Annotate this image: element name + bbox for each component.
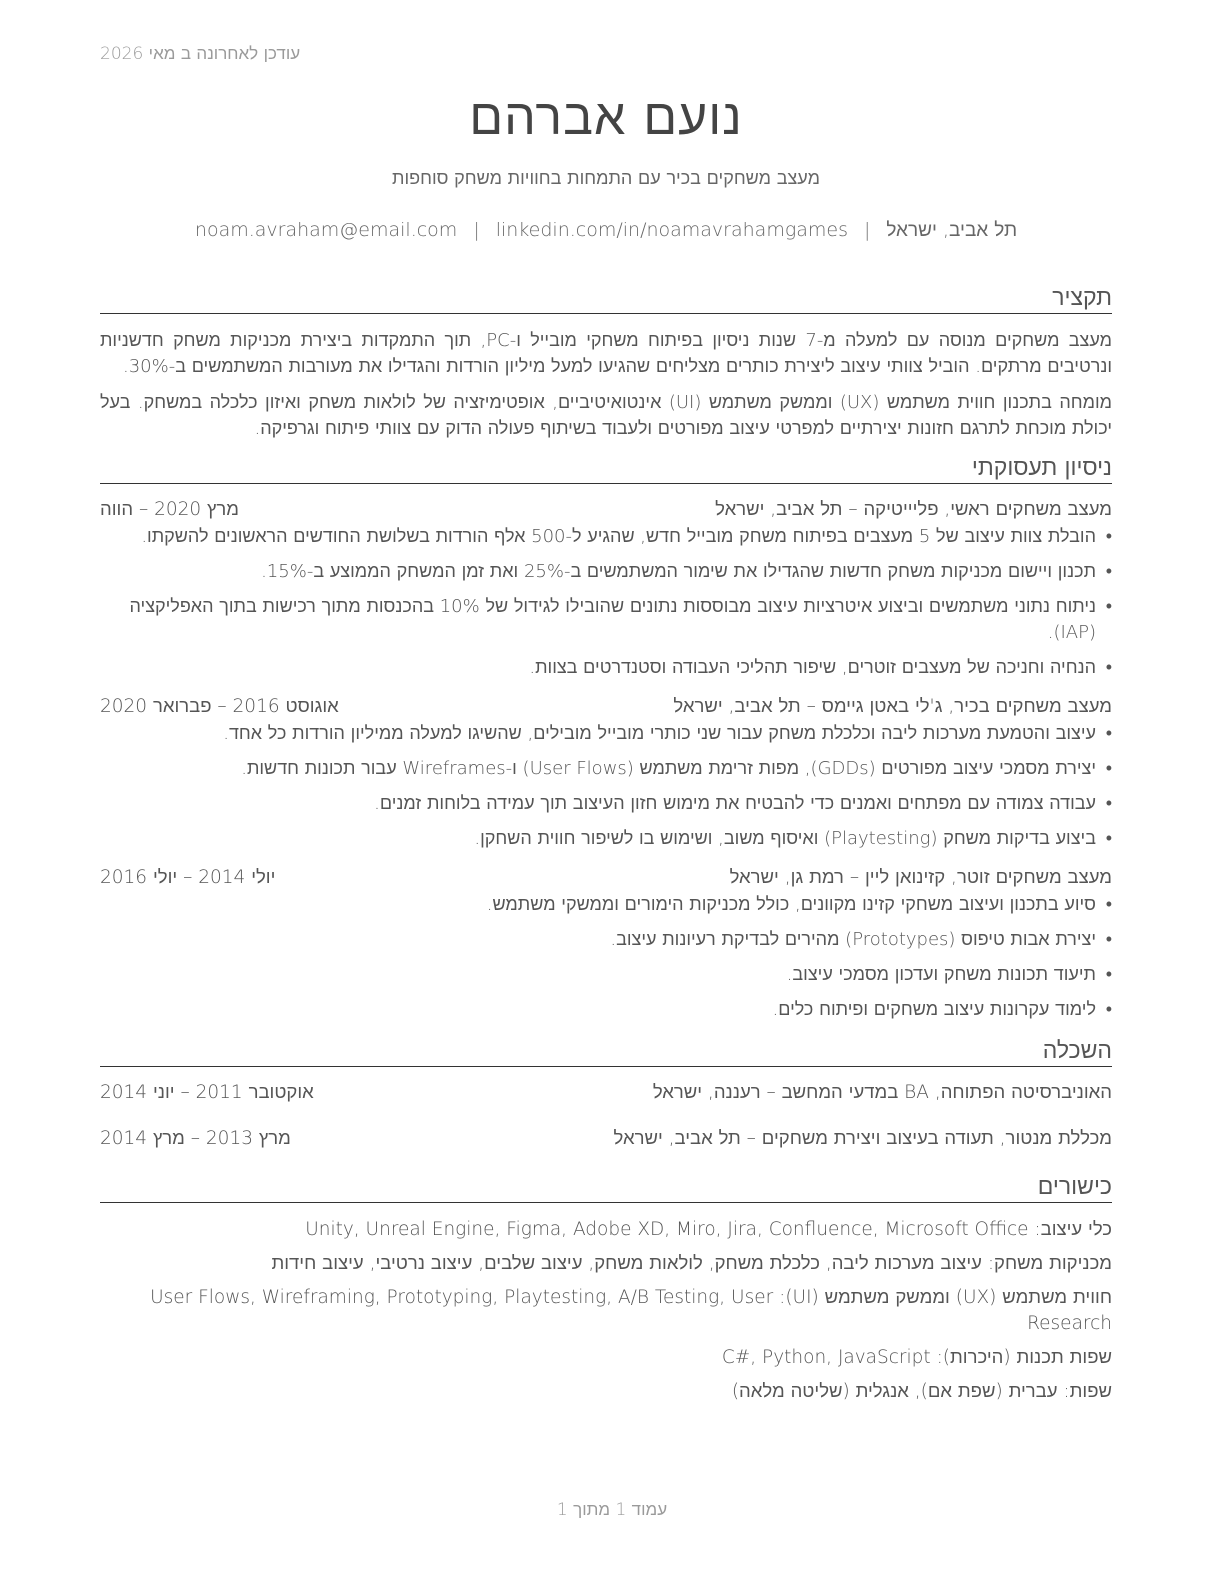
experience-heading: ניסיון תעסוקתי: [100, 454, 1112, 484]
email-link[interactable]: noam.avraham@email.com: [194, 219, 458, 241]
job-bullet: • עיצוב והטמעת מערכות ליבה וכלכלת משחק עבור שני כותרי מובייל מובילים, שהשיגו למעלה ממיליון הורדות כל אחד.: [100, 721, 1112, 747]
education-entry: [100, 1127, 1112, 1149]
job-entry: [100, 695, 1112, 852]
job-bullet: • הובלת צוות עיצוב של 5 מעצבים בפיתוח משחק מובייל חדש, שהגיע ל-500 אלף הורדות בשלושת החודשים הראשונים להשקתו.: [100, 524, 1112, 550]
location: תל אביב, ישראל: [886, 219, 1018, 241]
job-bullet: • סיוע בתכנון ועיצוב משחקי קזינו מקוונים, כולל מכניקות הימורים וממשקי משתמש.: [100, 892, 1112, 918]
skills-line: מכניקות משחק: עיצוב מערכות ליבה, כלכלת משחק, לולאות משחק, עיצוב שלבים, עיצוב נרטיבי, עיצוב חידות: [271, 1253, 1112, 1274]
education-entry: [100, 1081, 1112, 1103]
resume-content: [100, 272, 1112, 1413]
job-date: מרץ 2020 – הווה: [100, 499, 239, 520]
education-date: מרץ 2013 – מרץ 2014: [100, 1128, 291, 1149]
job-bullets: [100, 721, 1112, 852]
skills-line: חווית משתמש (UX) וממשק משתמש (UI): User Flows, Wireframing, Prototyping, Playtesting, A/B Testing, User Research: [150, 1287, 1112, 1334]
job-bullet: • ניתוח נתוני משתמשים וביצוע איטרציות עיצוב מבוססות נתונים שהובילו לגידול של 10% בהכנסות מתוך רכישות בתוך האפליקציה (IAP).: [100, 594, 1112, 646]
job-bullets: [100, 524, 1112, 681]
skills-line: שפות תכנות (היכרות): C#, Python, JavaScript: [721, 1347, 1112, 1368]
job-bullet: • עבודה צמודה עם מפתחים ואמנים כדי להבטיח את מימוש חזון העיצוב תוך עמידה בלוחות זמנים.: [100, 791, 1112, 817]
resume-header: [100, 88, 1112, 242]
education-date: אוקטובר 2011 – יוני 2014: [100, 1082, 314, 1103]
job-date: אוגוסט 2016 – פברואר 2020: [100, 696, 339, 717]
linkedin-link[interactable]: linkedin.com/in/noamavrahamgames: [495, 219, 848, 241]
job-date: יולי 2014 – יולי 2016: [100, 867, 276, 888]
job-role: מעצב משחקים זוטר, קזינואן ליין – רמת גן, ישראל: [729, 867, 1112, 888]
contact-line: [100, 219, 1112, 242]
job-bullet: • תיעוד תכונות משחק ועדכון מסמכי עיצוב.: [100, 962, 1112, 988]
contact-separator: |: [863, 219, 871, 241]
page-number: עמוד 1 מתוך 1: [556, 1500, 668, 1520]
skills-section: [100, 1217, 1112, 1405]
summary-heading: תקציר: [100, 284, 1112, 314]
last-updated-note: עודכן לאחרונה ב מאי 2026: [100, 44, 301, 64]
summary-paragraph-1: מעצב משחקים מנוסה עם למעלה מ-7 שנות ניסיון בפיתוח משחקי מובייל ו-PC, תוך התמקדות ביצירת מכניקות משחק חדשניות ונרטיבים מרתקים. הוביל צוותי עיצוב ליצירת כותרים מצליחים שהגיעו למעל מיליון הורדות והגדילו את מעורבות המשתמשים ב-30%.: [100, 330, 1112, 377]
job-role: מעצב משחקים בכיר, ג'לי באטן גיימס – תל אביב, ישראל: [673, 696, 1112, 717]
education-school: מכללת מנטור, תעודה בעיצוב ויצירת משחקים – תל אביב, ישראל: [613, 1128, 1112, 1149]
job-bullet: • ביצוע בדיקות משחק (Playtesting) ואיסוף משוב, ושימוש בו לשיפור חווית השחקן.: [100, 826, 1112, 852]
contact-separator: |: [473, 219, 480, 241]
job-role: מעצב משחקים ראשי, פליייטיקה – תל אביב, ישראל: [715, 499, 1112, 520]
skills-line: כלי עיצוב: Unity, Unreal Engine, Figma, Adobe XD, Miro, Jira, Confluence, Microsoft Office: [305, 1219, 1112, 1240]
summary-paragraph-2: מומחה בתכנון חווית משתמש (UX) וממשק משתמש (UI) אינטואיטיביים, אופטימיזציה של לולאות משחק ואיזון כלכלה במשחק. בעל יכולת מוכחת לתרגם חזונות יצירתיים למפרטי עיצוב מפורטים ולעבוד בשיתוף פעולה הדוק עם צוותי פיתוח וגרפיקה.: [100, 392, 1112, 439]
tagline: מעצב משחקים בכיר עם התמחות בחוויות משחק סוחפות: [392, 168, 820, 189]
skills-heading: כישורים: [100, 1173, 1112, 1203]
job-bullets: [100, 892, 1112, 1023]
job-bullet: • יצירת מסמכי עיצוב מפורטים (GDDs), מפות זרימת משתמש (User Flows) ו-Wireframes עבור תכונות חדשות.: [100, 756, 1112, 782]
job-entry: [100, 498, 1112, 681]
skills-line: שפות: עברית (שפת אם), אנגלית (שליטה מלאה): [731, 1381, 1112, 1402]
job-bullet: • תכנון ויישום מכניקות משחק חדשות שהגדילו את שימור המשתמשים ב-25% ואת זמן המשחק הממוצע ב-15%.: [100, 559, 1112, 585]
summary-section: [100, 328, 1112, 442]
candidate-name: נועם אברהם: [469, 88, 743, 146]
job-entry: [100, 866, 1112, 1023]
education-school: האוניברסיטה הפתוחה, BA במדעי המחשב – רעננה, ישראל: [652, 1082, 1112, 1103]
job-bullet: • הנחיה וחניכה של מעצבים זוטרים, שיפור תהליכי העבודה וסטנדרטים בצוות.: [100, 655, 1112, 681]
education-heading: השכלה: [100, 1037, 1112, 1067]
job-bullet: • יצירת אבות טיפוס (Prototypes) מהירים לבדיקת רעיונות עיצוב.: [100, 927, 1112, 953]
job-bullet: • לימוד עקרונות עיצוב משחקים ופיתוח כלים.: [100, 997, 1112, 1023]
